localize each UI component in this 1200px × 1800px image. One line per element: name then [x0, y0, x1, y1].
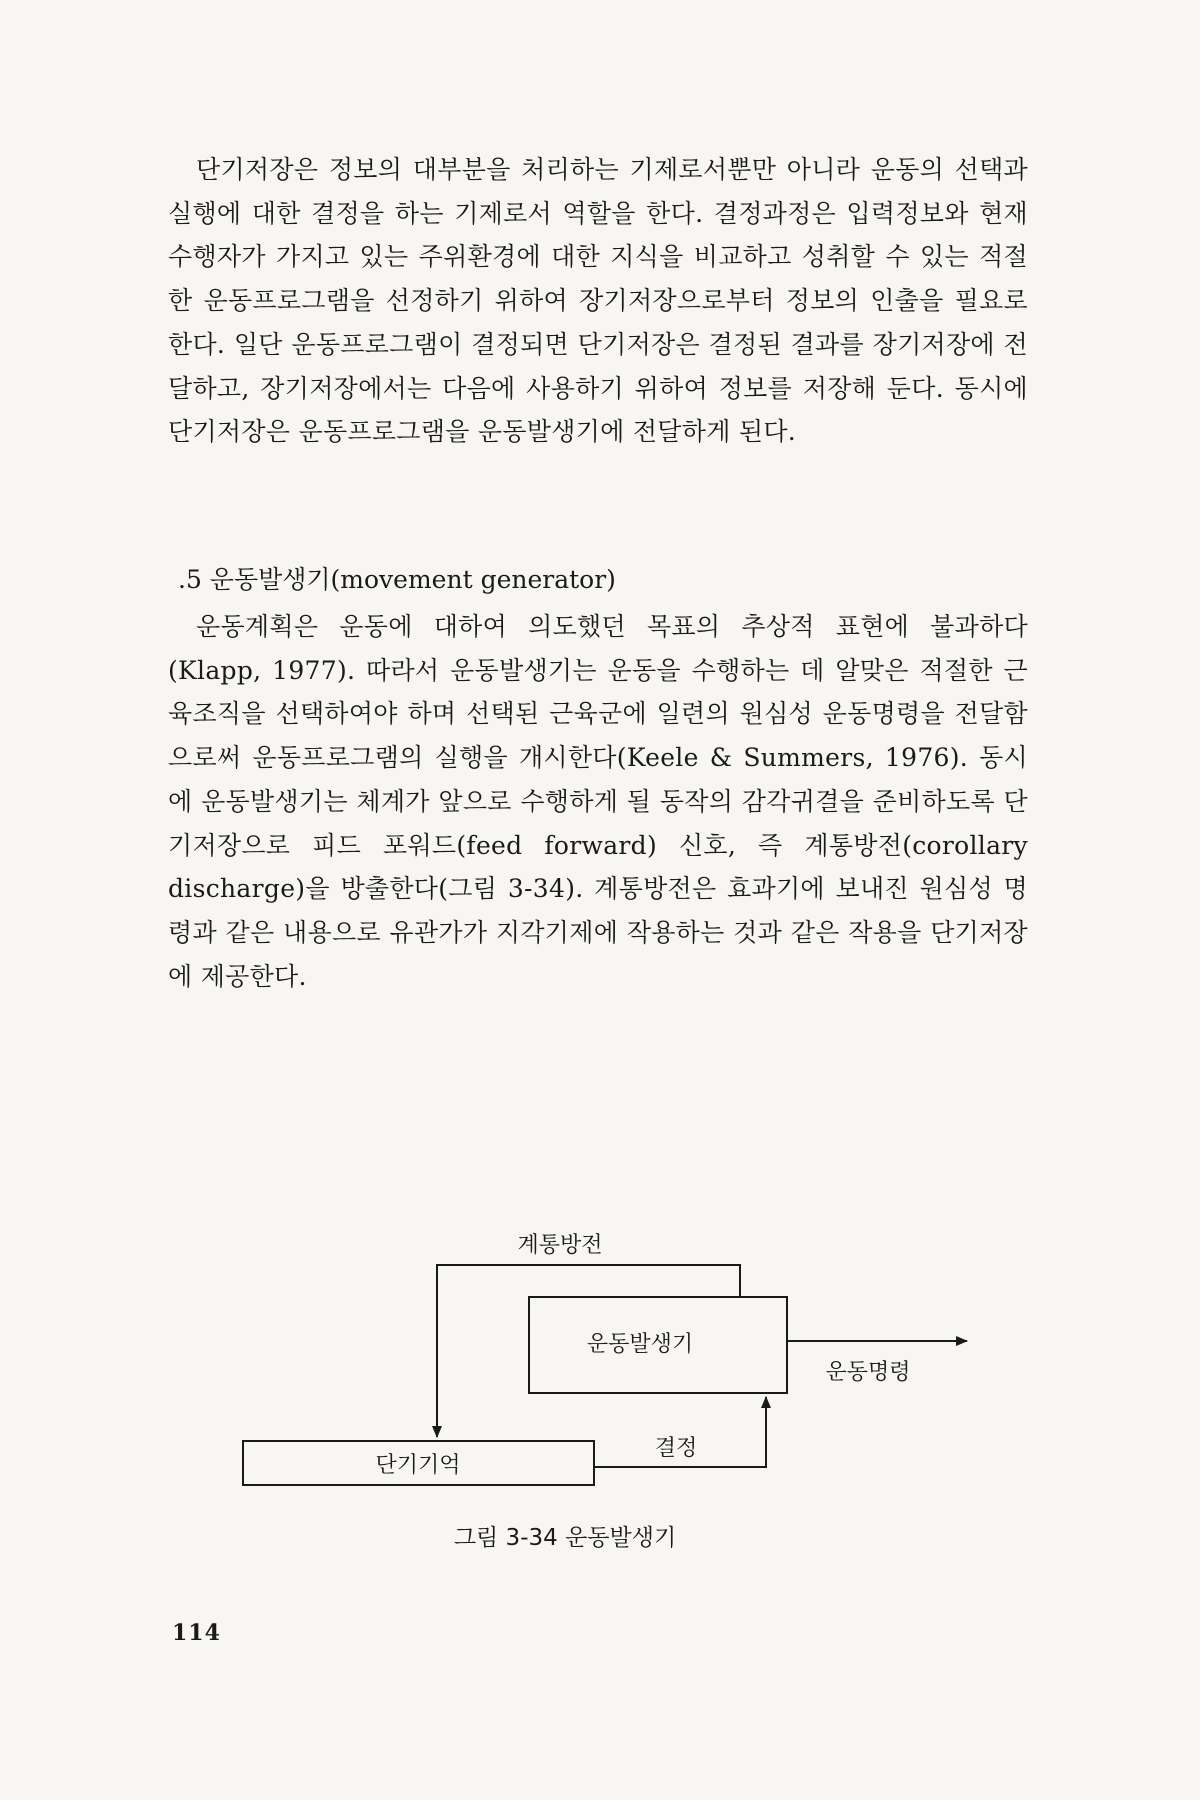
- short-term-memory-box: [243, 1441, 594, 1485]
- corollary-discharge-label: 계통방전: [517, 1233, 603, 1258]
- movement-generator-box: [529, 1297, 787, 1393]
- body-paragraph-2: [168, 605, 1028, 998]
- decision-label: 결정: [654, 1436, 698, 1461]
- paragraph-2-text: 운동계획은 운동에 대하여 의도했던 목표의 추상적 표현에 불과하다(Klapp, 1977). 따라서 운동발생기는 운동을 수행하는 데 알맞은 적절한 근육조직을 선택하여야 하며 선택된 근육군에 일련의 원심성 운동명령을 전달함으로써 운동프로그램의 실행을 개시한다(Keele & Summers, 1976). 동시에 운동발생기는 체계가 앞으로 수행하게 될 동작의 감각귀결을 준비하도록 단기저장으로 피드 포워드(feed forward) 신호, 즉 계통방전(corollary discharge)을 방출한다(그림 3-34). 계통방전은 효과기에 보내진 원심성 명령과 같은 내용으로 유관가가 지각기제에 작용하는 것과 같은 작용을 단기저장에 제공한다.: [168, 612, 1028, 991]
- section-heading: .5 운동발생기(movement generator): [178, 565, 616, 594]
- movement-generator-label: 운동발생기: [586, 1332, 694, 1357]
- short-term-memory-label: 단기기억: [375, 1453, 461, 1478]
- paragraph-1-text: 단기저장은 정보의 대부분을 처리하는 기제로서뿐만 아니라 운동의 선택과 실행에 대한 결정을 하는 기제로서 역할을 한다. 결정과정은 입력정보와 현재 수행자가 가지고 있는 주위환경에 대한 지식을 비교하고 성취할 수 있는 적절한 운동프로그램을 선정하기 위하여 장기저장으로부터 정보의 인출을 필요로 한다. 일단 운동프로그램이 결정되면 단기저장은 결정된 결과를 장기저장에 전달하고, 장기저장에서는 다음에 사용하기 위하여 정보를 저장해 둔다. 동시에 단기저장은 운동프로그램을 운동발생기에 전달하게 된다.: [168, 155, 1028, 447]
- decision-arrow: [594, 1397, 766, 1467]
- corollary-discharge-arrow: [437, 1265, 740, 1437]
- figure-caption: 그림 3-34 운동발생기: [453, 1525, 677, 1551]
- motor-command-label: 운동명령: [825, 1360, 911, 1385]
- body-paragraph-1: [168, 148, 1028, 454]
- page-number: 114: [172, 1620, 221, 1646]
